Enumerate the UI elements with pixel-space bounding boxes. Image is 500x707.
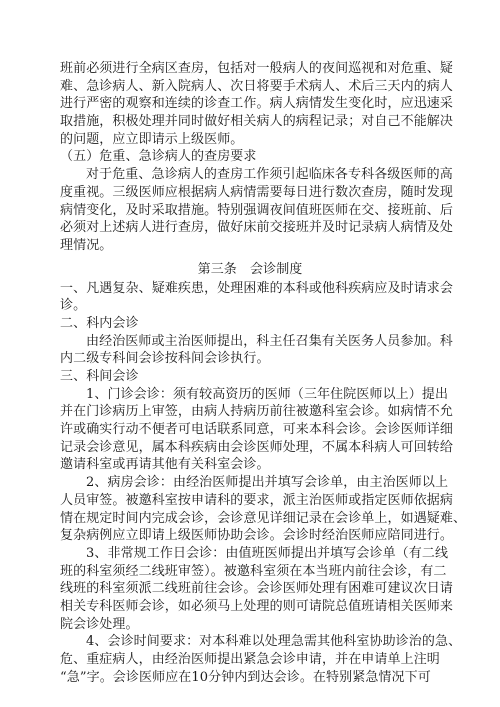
text-line: 复杂病例应立即请上级医师协助会诊。会诊时经治医师应陪同进行。 <box>60 528 454 544</box>
section-heading-critical-rounds: （五）危重、急诊病人的查房要求 <box>60 149 257 165</box>
text-line: 班的科室须经二线班审签）。被邀科室须在本当班内前往会诊，有二 <box>60 563 447 579</box>
text-line: 危、重症病人，由经治医师提出紧急会诊申请，并在申请单上注明 <box>60 652 440 667</box>
text-line: 4、会诊时间要求：对本科难以处理急需其他科室协助诊治的急、 <box>86 634 462 650</box>
paragraph-critical-rounds <box>60 166 454 254</box>
text-line: 内二级专科间会诊按科间会诊执行。 <box>60 351 270 367</box>
text-line: 一、凡遇复杂、疑难疾患，处理困难的本科或他科疾病应及时请求会 <box>60 280 454 296</box>
paragraph-consultation-time <box>60 633 462 686</box>
text-line: 情在规定时间内完成会诊，会诊意见详细记录在会诊单上，如遇疑难、 <box>60 510 467 526</box>
paragraph-ward-consultation <box>60 474 467 545</box>
text-line: 对于危重、急诊病人的查房工作须引起临床各专科各级医师的高 <box>86 167 453 183</box>
text-line: 班前必须进行全病区查房，包括对一般病人的夜间巡视和对危重、疑 <box>60 61 454 76</box>
text-line: 院会诊处理。 <box>60 616 139 632</box>
text-line: 线班的科室须派二线班前往会诊。会诊医师处理有困难可建议次日请 <box>60 581 454 597</box>
text-line: 邀请科室或再请其他有关科室会诊。 <box>60 457 270 473</box>
text-line: 人员审签。被邀科室按申请科的要求，派主治医师或指定医师依据病 <box>60 492 454 508</box>
paragraph-offhours-consultation <box>60 545 454 633</box>
text-line: 2、病房会诊：由经治医师提出并填写会诊单，由主治医师以上 <box>86 475 449 491</box>
text-line: 理情况。 <box>60 237 113 253</box>
text-line: 进行严密的观察和连续的诊查工作。病人病情发生变化时，应迅速采 <box>60 96 454 112</box>
paragraph-continuation <box>60 60 454 148</box>
text-line: 记录会诊意见，属本科疾病由会诊医师处理，不属本科病人可回转给 <box>60 439 454 455</box>
paragraph-outpatient-consultation <box>60 386 454 474</box>
text-line: 病情变化，及时采取措施。特别强调夜间值班医师在交、接班前、后 <box>60 202 454 218</box>
document-page <box>60 60 467 686</box>
text-line: 由经治医师或主治医师提出，科主任召集有关医务人员参加。科 <box>86 333 453 349</box>
text-line: “急”字。会诊医师应在10分钟内到达会诊。在特别紧急情况下可 <box>60 669 431 685</box>
text-line: 相关专科医师会诊，如必须马上处理的则可请院总值班请相关医师来 <box>60 598 454 614</box>
item-heading-internal-consultation: 二、科内会诊 <box>60 315 139 331</box>
text-line: 取措施，积极处理并同时做好相关病人的病程记录；对自己不能解决 <box>60 114 454 130</box>
text-line: 诊。 <box>60 298 87 314</box>
text-line: 并在门诊病历上审签，由病人持病历前往被邀科室会诊。如病情不允 <box>60 404 454 420</box>
text-line: 3、非常规工作日会诊：由值班医师提出并填写会诊单（有二线 <box>86 545 449 561</box>
paragraph-internal-consultation <box>60 333 453 368</box>
item-heading-interdept-consultation: 三、科间会诊 <box>60 369 139 384</box>
text-line: 度重视。三级医师应根据病人病情需要每日进行数次查房，随时发现 <box>60 184 454 200</box>
text-line: 难、急诊病人、新入院病人、次日将要手术病人、术后三天内的病人 <box>60 78 454 94</box>
text-line: 必须对上述病人进行查房，做好床前交接班并及时记录病人病情及处 <box>60 220 454 236</box>
text-line: 的问题，应立即请示上级医师。 <box>60 131 244 147</box>
article-title: 第三条 会诊制度 <box>197 261 303 277</box>
text-line: 1、门诊会诊：须有较高资历的医师（三年住院医师以上）提出 <box>86 386 449 402</box>
text-line: 许或确实行动不便者可电话联系同意，可来本科会诊。会诊医师详细 <box>60 422 454 438</box>
article-item-1 <box>60 280 454 315</box>
